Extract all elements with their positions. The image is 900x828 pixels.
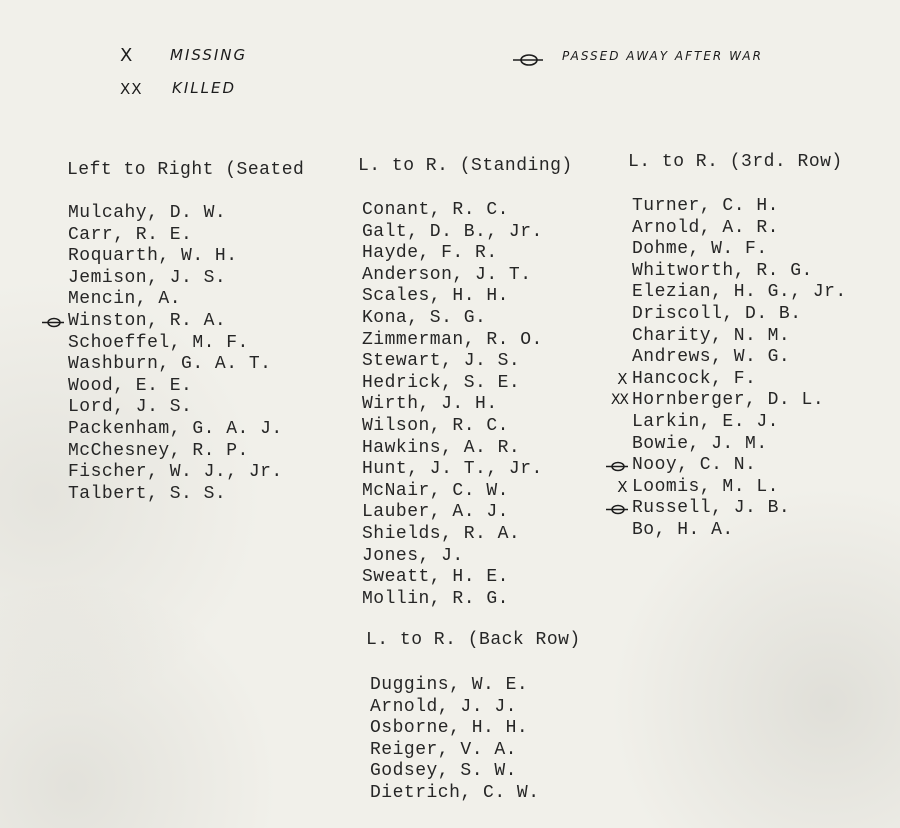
roster-name: Dietrich, C. W.: [370, 782, 540, 803]
roster-name: Stewart, J. S.: [362, 351, 521, 372]
roster-name-row: [370, 740, 540, 762]
roster-name-row: [362, 265, 543, 287]
passed-away-mark-icon: [40, 311, 64, 333]
passed-away-mark-icon: [604, 455, 628, 477]
roster-name: Wood, E. E.: [68, 375, 193, 396]
roster-name-row: [362, 438, 543, 460]
roster-name-row: [362, 243, 543, 265]
roster-name: Larkin, E. J.: [632, 411, 779, 432]
roster-name: Conant, R. C.: [362, 200, 509, 220]
roster-name-row: [370, 718, 540, 740]
roster-name-row: [617, 368, 847, 391]
missing-symbol: X: [120, 45, 133, 66]
roster-name-row: [632, 498, 847, 520]
roster-name: Loomis, M. L.: [632, 476, 779, 497]
killed-mark: XX: [610, 392, 628, 409]
roster-name-row: [632, 261, 847, 283]
roster-name: Hedrick, S. E.: [362, 372, 521, 393]
roster-name: Mollin, R. G.: [362, 588, 509, 609]
passed-away-symbol-icon: [512, 53, 544, 67]
standing-heading: L. to R. (Standing): [358, 156, 573, 176]
roster-name: Hancock, F.: [632, 368, 757, 389]
missing-mark: X: [617, 477, 628, 496]
roster-name-row: [362, 351, 543, 373]
roster-name: Duggins, W. E.: [370, 675, 529, 695]
roster-name-row: [632, 347, 847, 369]
roster-name: Shields, R. A.: [362, 523, 521, 544]
roster-name-row: [632, 326, 847, 348]
roster-name-row: [370, 761, 540, 783]
roster-name-row: [632, 282, 847, 304]
standing-names-list: [362, 200, 543, 610]
passed-away-legend-label: PASSED AWAY AFTER WAR: [562, 49, 763, 63]
roster-name: Mulcahy, D. W.: [68, 203, 227, 223]
roster-name-row: [68, 333, 283, 355]
roster-name-row: [362, 502, 543, 524]
roster-name: Dohme, W. F.: [632, 239, 768, 260]
roster-name: Kona, S. G.: [362, 307, 487, 328]
roster-name: Roquarth, W. H.: [68, 246, 238, 267]
roster-name: Turner, C. H.: [632, 196, 779, 216]
roster-name: Anderson, J. T.: [362, 264, 532, 285]
roster-name-row: [632, 239, 847, 261]
roster-name: Mencin, A.: [68, 289, 182, 310]
roster-name: Andrews, W. G.: [632, 347, 791, 368]
roster-name: McChesney, R. P.: [68, 440, 249, 461]
roster-name-row: [617, 476, 847, 499]
roster-name-row: [68, 246, 283, 268]
roster-name: Winston, R. A.: [68, 310, 227, 331]
roster-name-row: [68, 484, 283, 506]
third-row-heading: L. to R. (3rd. Row): [628, 152, 843, 172]
back-row-names-list: [370, 675, 540, 805]
roster-name-row: [632, 434, 847, 456]
roster-name: Nooy, C. N.: [632, 455, 757, 476]
roster-name: Scales, H. H.: [362, 286, 509, 307]
roster-name: Schoeffel, M. F.: [68, 332, 249, 353]
roster-name-row: [68, 268, 283, 290]
passed-away-mark-icon: [604, 498, 628, 520]
roster-name: Talbert, S. S.: [68, 483, 227, 504]
roster-name-row: [68, 419, 283, 441]
killed-legend-label: KILLED: [172, 79, 237, 97]
roster-name-row: [68, 354, 283, 376]
roster-name-row: [632, 412, 847, 434]
roster-name: Godsey, S. W.: [370, 761, 517, 782]
roster-name: Reiger, V. A.: [370, 739, 517, 760]
roster-name: Bowie, J. M.: [632, 433, 768, 454]
roster-name-row: [610, 390, 847, 412]
roster-name: McNair, C. W.: [362, 480, 509, 501]
roster-name-row: [632, 304, 847, 326]
roster-name-row: [68, 397, 283, 419]
missing-legend-label: MISSING: [170, 46, 248, 64]
roster-name: Hayde, F. R.: [362, 243, 498, 264]
roster-name-row: [362, 222, 543, 244]
roster-name-row: [362, 524, 543, 546]
roster-name: Arnold, J. J.: [370, 696, 517, 717]
roster-name-row: [362, 567, 543, 589]
roster-name: Zimmerman, R. O.: [362, 329, 543, 350]
roster-name-row: [68, 289, 283, 311]
roster-name-row: [362, 373, 543, 395]
third-row-names-list: [610, 196, 847, 542]
roster-name-row: [68, 225, 283, 247]
missing-mark: X: [617, 369, 628, 388]
back-row-heading: L. to R. (Back Row): [366, 630, 581, 650]
roster-name-row: [370, 783, 540, 805]
roster-name: Sweatt, H. E.: [362, 567, 509, 588]
roster-name: Lauber, A. J.: [362, 502, 509, 523]
roster-name: Charity, N. M.: [632, 325, 791, 346]
roster-name: Russell, J. B.: [632, 498, 791, 519]
roster-name-row: [68, 203, 283, 225]
seated-heading: Left to Right (Seated: [67, 160, 305, 180]
roster-name: Fischer, W. J., Jr.: [68, 462, 283, 483]
roster-name-row: [632, 196, 847, 218]
roster-name-row: [362, 481, 543, 503]
roster-name: Elezian, H. G., Jr.: [632, 282, 847, 303]
roster-name-row: [68, 376, 283, 398]
roster-name: Driscoll, D. B.: [632, 303, 802, 324]
roster-name: Jemison, J. S.: [68, 267, 227, 288]
roster-name-row: [362, 589, 543, 611]
killed-symbol: XX: [120, 80, 143, 98]
roster-name-row: [362, 286, 543, 308]
roster-name-row: [362, 459, 543, 481]
roster-name: Bo, H. A.: [632, 519, 734, 540]
roster-name-row: [68, 462, 283, 484]
roster-name: Hawkins, A. R.: [362, 437, 521, 458]
seated-names-list: [68, 203, 283, 505]
roster-name-row: [362, 394, 543, 416]
roster-name: Osborne, H. H.: [370, 718, 529, 739]
roster-name: Washburn, G. A. T.: [68, 354, 272, 375]
roster-name-row: [68, 311, 283, 333]
roster-name: Packenham, G. A. J.: [68, 418, 283, 439]
roster-name: Hunt, J. T., Jr.: [362, 459, 543, 480]
roster-name-row: [362, 546, 543, 568]
roster-name-row: [362, 200, 543, 222]
roster-name-row: [632, 520, 847, 542]
roster-name-row: [632, 455, 847, 477]
roster-name-row: [362, 308, 543, 330]
roster-name: Arnold, A. R.: [632, 217, 779, 238]
roster-name-row: [370, 697, 540, 719]
roster-name: Wirth, J. H.: [362, 394, 498, 415]
roster-name: Whitworth, R. G.: [632, 260, 813, 281]
roster-name: Lord, J. S.: [68, 397, 193, 418]
roster-name: Wilson, R. C.: [362, 415, 509, 436]
roster-name-row: [370, 675, 540, 697]
roster-name-row: [362, 416, 543, 438]
roster-name: Galt, D. B., Jr.: [362, 221, 543, 242]
roster-name: Hornberger, D. L.: [632, 390, 825, 411]
roster-name: Jones, J.: [362, 545, 464, 566]
roster-name-row: [68, 441, 283, 463]
roster-name: Carr, R. E.: [68, 224, 193, 245]
roster-name-row: [632, 218, 847, 240]
roster-name-row: [362, 330, 543, 352]
